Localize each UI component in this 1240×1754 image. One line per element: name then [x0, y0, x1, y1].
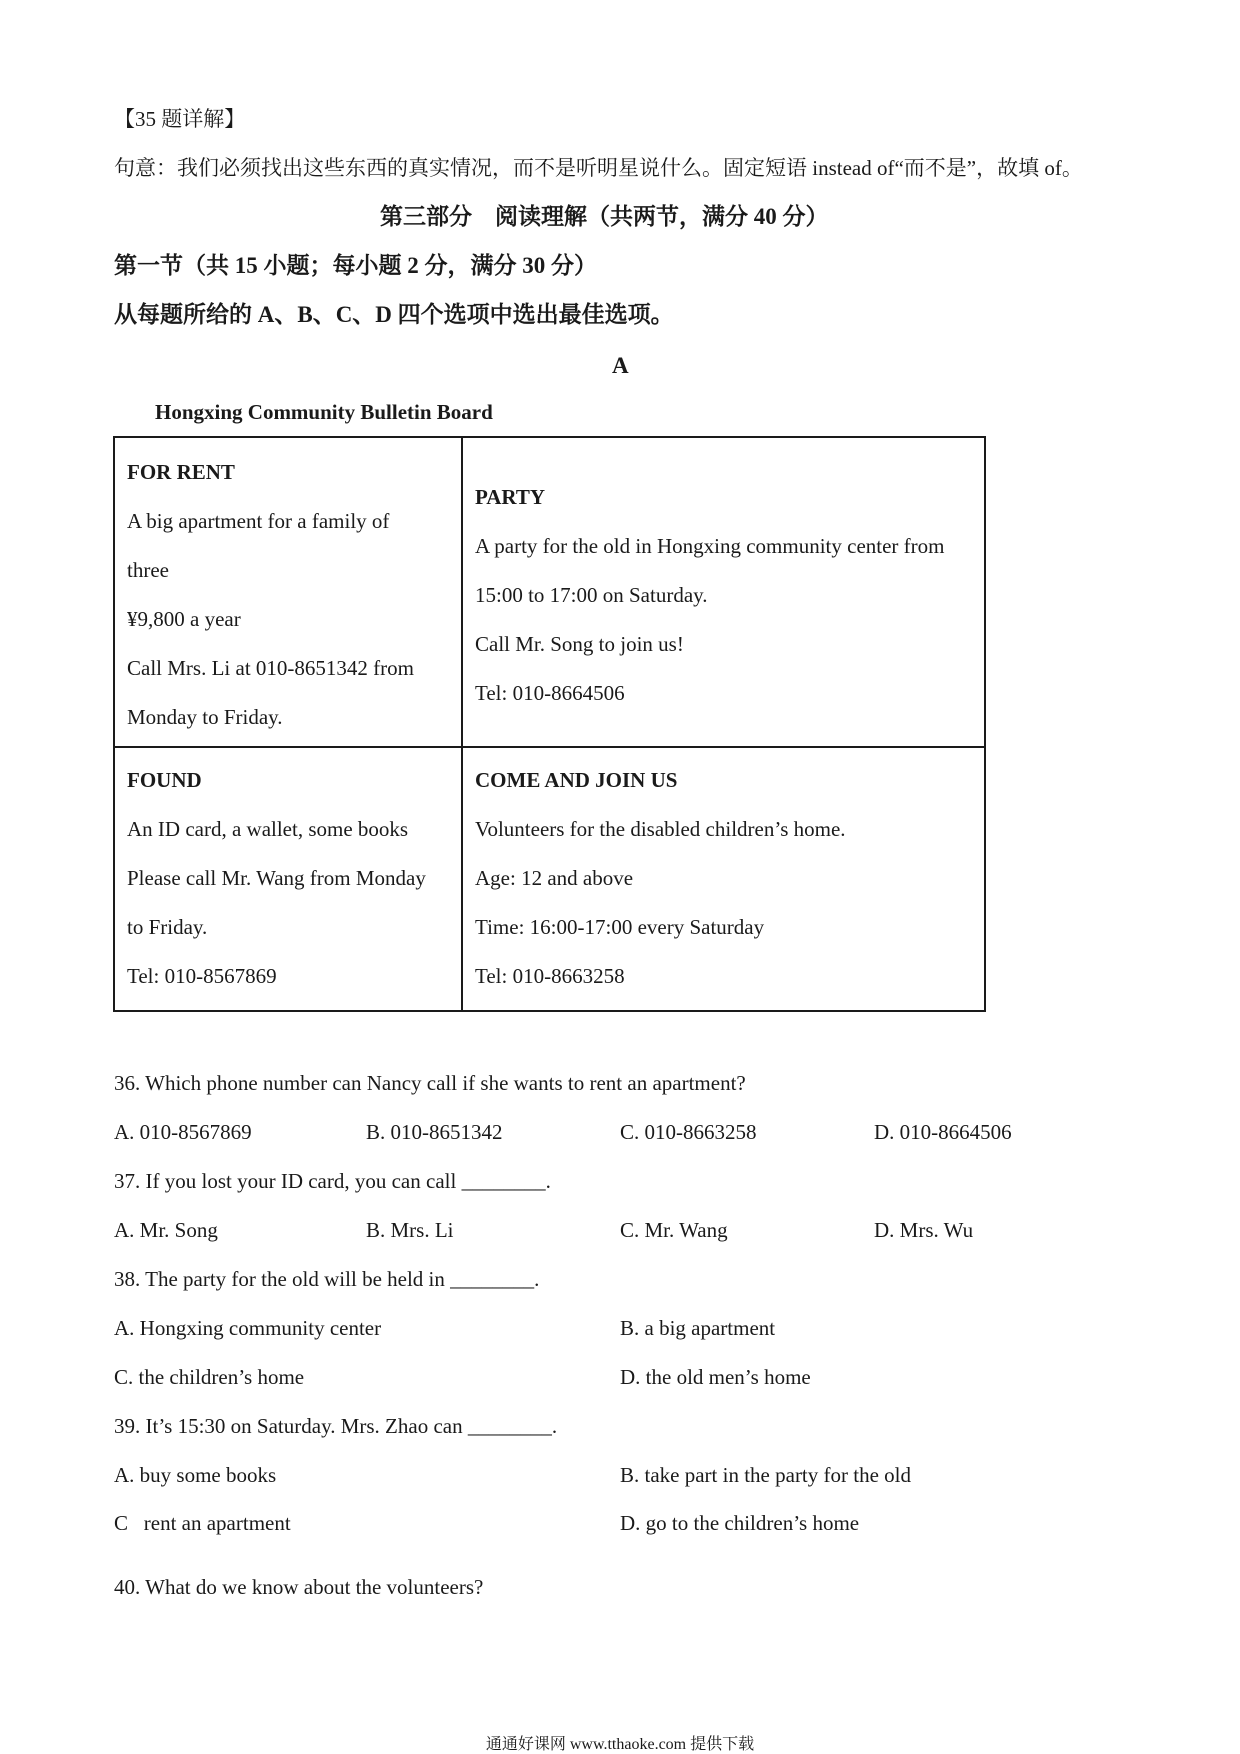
cell-for-rent	[114, 437, 462, 747]
cell-line: Call Mrs. Li at 010-8651342 from	[127, 656, 414, 680]
question-stem: 38. The party for the old will be held in ________.	[114, 1267, 540, 1291]
question-stem: 36. Which phone number can Nancy call if she wants to rent an apartment?	[114, 1071, 746, 1095]
option-b: B. a big apartment	[620, 1316, 776, 1340]
q35-explanation: 句意：我们必须找出这些东西的真实情况，而不是听明星说什么。固定短语 instead of“而不是”，故填 of。	[114, 156, 1083, 180]
cell-line: ¥9,800 a year	[127, 607, 241, 631]
cell-line: Please call Mr. Wang from Monday	[127, 866, 426, 890]
cell-line: three	[127, 558, 169, 582]
cell-come-and-join	[462, 747, 985, 1011]
cell-line: Call Mr. Song to join us!	[475, 632, 684, 656]
option-b: B. 010-8651342	[366, 1120, 503, 1144]
question-stem: 39. It’s 15:30 on Saturday. Mrs. Zhao can ________.	[114, 1414, 558, 1438]
option-c: C rent an apartment	[114, 1511, 291, 1535]
q35-heading: 【35 题详解】	[114, 107, 246, 131]
option-b: B. Mrs. Li	[366, 1218, 454, 1242]
cell-title: COME AND JOIN US	[475, 768, 678, 792]
option-d: D. Mrs. Wu	[874, 1218, 974, 1242]
question-stem: 37. If you lost your ID card, you can call ________.	[114, 1169, 551, 1193]
option-c: C. 010-8663258	[620, 1120, 757, 1144]
board-title: Hongxing Community Bulletin Board	[155, 400, 493, 424]
option-d: D. the old men’s home	[620, 1365, 811, 1389]
cell-line: Tel: 010-8664506	[475, 681, 625, 705]
bulletin-board-table	[113, 436, 986, 1012]
cell-found	[114, 747, 462, 1011]
option-d: D. 010-8664506	[874, 1120, 1012, 1144]
cell-title: FOUND	[127, 768, 202, 792]
instruction: 从每题所给的 A、B、C、D 四个选项中选出最佳选项。	[114, 302, 674, 327]
option-c: C. the children’s home	[114, 1365, 305, 1389]
cell-line: Time: 16:00-17:00 every Saturday	[475, 915, 765, 939]
cell-party	[462, 437, 985, 747]
cell-line: A party for the old in Hongxing community center from	[475, 534, 945, 558]
option-a: A. 010-8567869	[114, 1120, 252, 1144]
cell-line: Age: 12 and above	[475, 866, 634, 890]
cell-line: Monday to Friday.	[127, 705, 283, 729]
cell-line: Tel: 010-8567869	[127, 964, 277, 988]
option-b: B. take part in the party for the old	[620, 1463, 911, 1487]
page-footer: 通通好课网 www.tthaoke.com 提供下载	[485, 1736, 755, 1753]
option-c: C. Mr. Wang	[620, 1218, 728, 1242]
cell-line: to Friday.	[127, 915, 208, 939]
part3-title: 第三部分 阅读理解（共两节，满分 40 分）	[380, 204, 829, 229]
option-a: A. Mr. Song	[114, 1218, 218, 1242]
cell-title: FOR RENT	[127, 460, 235, 484]
cell-line: Volunteers for the disabled children’s home.	[475, 817, 846, 841]
passage-letter: A	[612, 353, 629, 378]
option-d: D. go to the children’s home	[620, 1511, 860, 1535]
cell-line: 15:00 to 17:00 on Saturday.	[475, 583, 708, 607]
section1-heading: 第一节（共 15 小题；每小题 2 分，满分 30 分）	[114, 253, 597, 278]
cell-line: Tel: 010-8663258	[475, 964, 625, 988]
question-stem: 40. What do we know about the volunteers?	[114, 1575, 484, 1599]
option-a: A. buy some books	[114, 1463, 277, 1487]
cell-line: An ID card, a wallet, some books	[127, 817, 409, 841]
cell-line: A big apartment for a family of	[127, 509, 390, 533]
cell-title: PARTY	[475, 485, 546, 509]
option-a: A. Hongxing community center	[114, 1316, 382, 1340]
